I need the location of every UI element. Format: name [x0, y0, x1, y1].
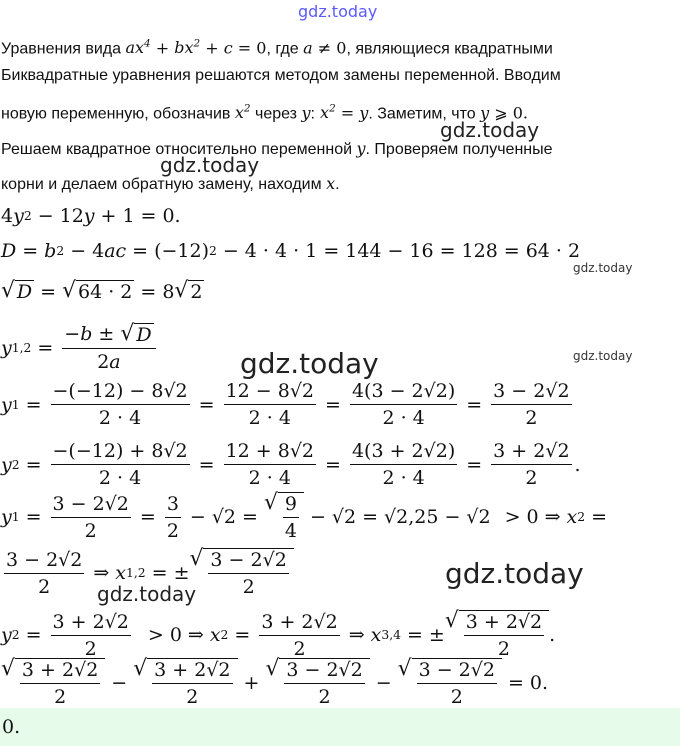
watermark: gdz.today — [240, 347, 379, 380]
watermark: gdz.today — [573, 261, 633, 275]
equation-y2-check: y 2 = $\frac{3 + 2√2}{2}$ > 0 ⇒ x 2 = $\frac{3 + 2√2}{2}$ ⇒ x 3,4 = ± √ $\frac{3 + 2√2}{2}$ . — [1, 608, 556, 660]
equation-y2: y 2 = $\frac{-(-12) + 8√2}{2 \cdot 4}$ = $\frac{12 + 8√2}{2 \cdot 4}$ = $\frac{4(3 + 2√2)}{2 \cdot 4}$ = $\frac{3 + 2√2}{2}$ . — [1, 440, 581, 489]
equation-y1: y 1 = $\frac{-(-12) - 8√2}{2 \cdot 4}$ = $\frac{12 - 8√2}{2 \cdot 4}$ = $\frac{4(3 - 2√2)}{2 \cdot 4}$ = $\frac{3 - 2√2}{2}$ — [1, 380, 570, 429]
text-line-3: новую переменную, обозначив $x^2$ через y: $x^2 = y$. Заметим, что y ⩾ 0. — [1, 103, 529, 123]
equation-check-sum: √ $\frac{3 + 2√2}{2}$ − √ $\frac{3 + 2√2}{2}$ + √ $\frac{3 - 2√2}{2}$ − √ $\frac{3 - 2√2}{2}$ = 0. — [1, 656, 549, 708]
equation-discriminant: D = b 2 − 4 ac = (−12) 2 − 4 · 4 · 1 = 144 − 16 = 128 = 64 · 2 — [1, 240, 581, 262]
watermark-top: gdz.today — [298, 2, 378, 21]
equation-y1-check: y 1 = $\frac{3 - 2√2}{2}$ = $\frac{3}{2}$ − √2 = √ $\frac{9}{4}$ − √2 = √2,25 − √2 > 0 ⇒ x 2 = — [1, 490, 607, 542]
equation-roots-formula: y 1,2 = −b ± √ D 2a — [1, 323, 159, 373]
equation-quadratic: 4 y 2 − 12 y + 1 = 0. — [1, 205, 181, 227]
answer-box — [0, 708, 680, 746]
watermark: gdz.today — [97, 582, 197, 606]
text-line-5: корни и делаем обратную замену, находим x. — [1, 174, 340, 193]
watermark: gdz.today — [573, 349, 633, 363]
text-line-1: Уравнения вида $ax^4 + bx^2 + c = 0$, где a ≠ 0, являющиеся квадратными — [1, 38, 553, 58]
equation-x12: $\frac{3 - 2√2}{2}$ ⇒ x 1,2 = ± √ $\frac{3 - 2√2}{2}$ — [1, 548, 294, 598]
watermark: gdz.today — [440, 118, 540, 142]
watermark: gdz.today — [160, 153, 260, 177]
text-line-2: Биквадратные уравнения решаются методом замены переменной. Вводим — [1, 67, 561, 84]
text-line-4: Решаем квадратное относительно переменной y. Проверяем полученные — [1, 139, 553, 158]
equation-sqrt-d: √ D = √ 64 · 2 = 8 √ 2 — [1, 278, 203, 303]
watermark: gdz.today — [445, 557, 584, 590]
answer-value: 0. — [2, 716, 21, 738]
